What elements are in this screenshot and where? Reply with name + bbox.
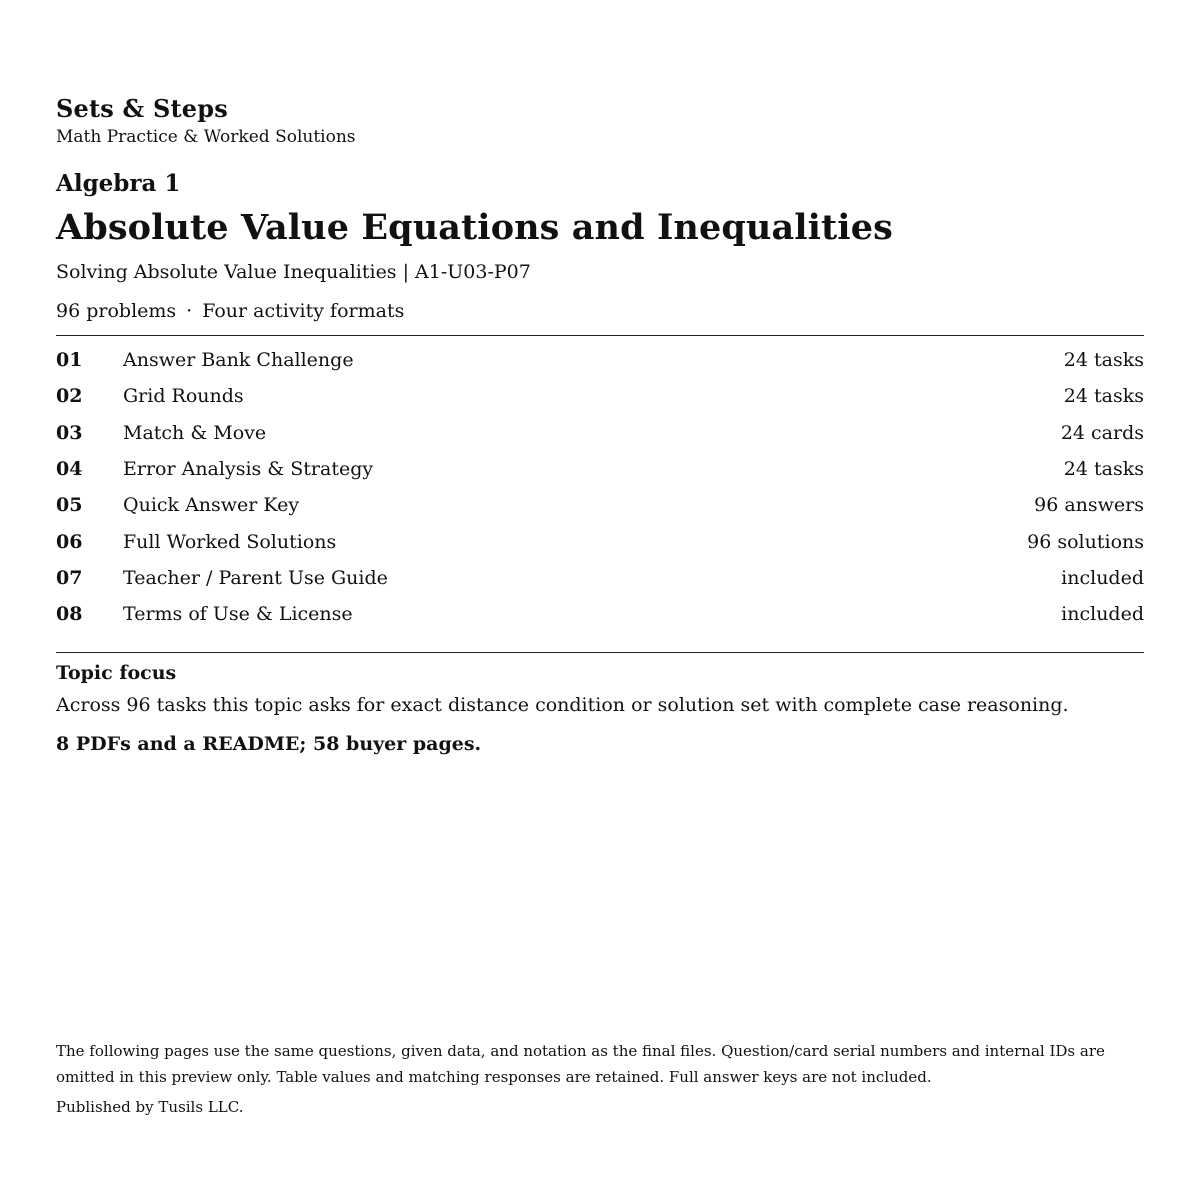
list-item bbox=[56, 342, 1144, 378]
brand-name: Sets & Steps bbox=[56, 94, 228, 123]
list-item bbox=[56, 596, 1144, 632]
item-label: Quick Answer Key bbox=[123, 494, 300, 517]
item-number: 03 bbox=[56, 421, 83, 444]
list-item bbox=[56, 560, 1144, 596]
top-divider bbox=[56, 335, 1144, 336]
item-label: Error Analysis & Strategy bbox=[123, 458, 374, 481]
deliverables-summary: 8 PDFs and a README; 58 buyer pages. bbox=[56, 733, 482, 755]
item-label: Answer Bank Challenge bbox=[123, 349, 354, 372]
page-subtitle: Solving Absolute Value Inequalities | A1-U03-P07 bbox=[56, 261, 531, 283]
format-count: Four activity formats bbox=[202, 300, 405, 322]
topic-focus-text: Across 96 tasks this topic asks for exact distance condition or solution set with complete case reasoning. bbox=[56, 694, 1069, 716]
list-item bbox=[56, 378, 1144, 414]
list-item bbox=[56, 451, 1144, 487]
item-number: 02 bbox=[56, 385, 83, 408]
list-item bbox=[56, 415, 1144, 451]
item-label: Match & Move bbox=[123, 421, 267, 444]
topic-focus-heading: Topic focus bbox=[56, 662, 177, 684]
course-name: Algebra 1 bbox=[56, 170, 181, 197]
bottom-divider bbox=[56, 652, 1144, 653]
problem-count: 96 problems bbox=[56, 300, 177, 322]
item-number: 06 bbox=[56, 530, 83, 553]
item-count: 24 tasks bbox=[1063, 458, 1144, 481]
list-item bbox=[56, 523, 1144, 559]
product-cover-page bbox=[56, 0, 1144, 1200]
item-label: Grid Rounds bbox=[123, 385, 244, 408]
item-count: 24 cards bbox=[1060, 421, 1144, 444]
item-label: Full Worked Solutions bbox=[123, 530, 337, 553]
item-count: 24 tasks bbox=[1063, 349, 1144, 372]
item-number: 05 bbox=[56, 494, 83, 517]
item-label: Terms of Use & License bbox=[123, 603, 353, 626]
meta-separator: · bbox=[186, 300, 193, 322]
brand-tagline: Math Practice & Worked Solutions bbox=[56, 127, 356, 147]
item-number: 01 bbox=[56, 349, 83, 372]
contents-list bbox=[56, 342, 1144, 632]
product-meta bbox=[56, 300, 404, 322]
preview-disclaimer: The following pages use the same questions, given data, and notation as the final files. Question/card serial numbers and internal IDs are omitted in this preview only. Table values and matching responses are retained. Full answer keys are not included. bbox=[56, 1042, 1105, 1086]
page-title: Absolute Value Equations and Inequalities bbox=[56, 207, 893, 248]
item-count: included bbox=[1061, 603, 1144, 626]
item-number: 04 bbox=[56, 458, 83, 481]
publisher-line: Published by Tusils LLC. bbox=[56, 1098, 244, 1116]
item-number: 07 bbox=[56, 566, 83, 589]
item-count: 24 tasks bbox=[1063, 385, 1144, 408]
item-count: included bbox=[1061, 566, 1144, 589]
item-number: 08 bbox=[56, 603, 83, 626]
list-item bbox=[56, 487, 1144, 523]
item-label: Teacher / Parent Use Guide bbox=[123, 566, 388, 589]
item-count: 96 answers bbox=[1034, 494, 1144, 517]
item-count: 96 solutions bbox=[1027, 530, 1144, 553]
